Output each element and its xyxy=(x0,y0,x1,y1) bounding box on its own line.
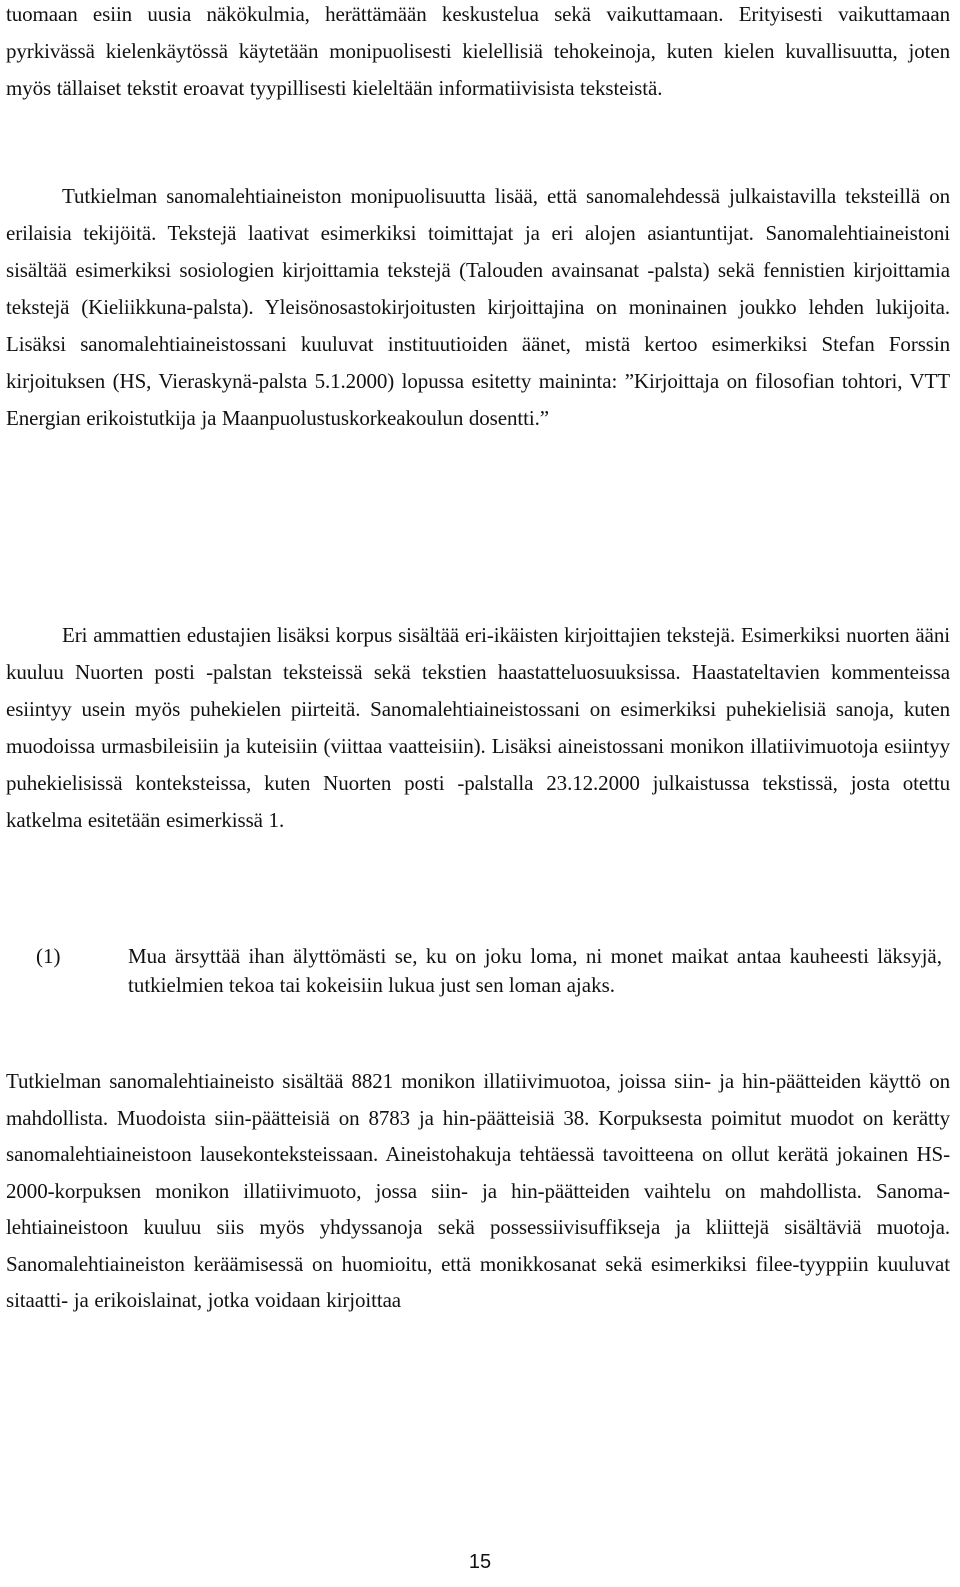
page-number: 15 xyxy=(468,1551,492,1573)
example-sentence xyxy=(6,942,950,1000)
example-text: Mua ärsyttää ihan älyttömästi se, ku on joku loma, ni monet maikat antaa kauheesti läksyjä, tutkielmien tekoa tai kokeisiin lukua just sen loman ajaks. xyxy=(128,944,942,997)
body-paragraph-3: Eri ammattien edustajien lisäksi korpus sisältää eri-ikäisten kirjoittajien tekstejä. Esimerkiksi nuorten ääni kuuluu Nuorten posti -palstan teksteissä sekä tekstien haastatteluosuuksissa. Haastateltavien kommenteissa esiintyy usein myös puhekielen piirteitä. Sanomalehtiaineistossani on esimerkiksi puhekielisiä sanoja, kuten muodoissa urmasbileisiin ja kuteisiin (viittaa vaatteisiin). Lisäksi aineistossani monikon illatiivimuotoja esiintyy puhekielisissä konteksteissa, kuten Nuorten posti -palstalla 23.12.2000 julkaistussa tekstissä, josta otettu katkelma esitetään esimerkissä 1. xyxy=(6,623,950,832)
body-paragraph-4: Tutkielman sanomalehtiaineisto sisältää 8821 monikon illatiivimuotoa, joissa siin- ja hin-päätteiden käyttö on mahdollista. Muodoista siin-päätteisiä on 8783 ja hin-päätteisiä 38. Korpuksesta poimitut muodot on kerätty sanomalehtiaineistoon lausekonteksteissaan. Aineistohakuja tehtäessä tavoitteena on ollut kerätä jokainen HS-2000-korpuksen monikon illatiivimuoto, jossa siin- ja hin-päätteiden vaihtelu on mahdollista. Sanomalehtiaineistoon kuuluu siis myös yhdyssanoja sekä possessiivisuffikseja ja kliittejä sisältäviä muotoja. Sanomalehtiaineiston keräämisessä on huomioitu, että monikkosanat sekä esimerkiksi filee-tyyppiin kuuluvat sitaatti- ja erikoislainat, jotka voidaan kirjoittaa xyxy=(6,1069,950,1312)
body-paragraph-1: tuomaan esiin uusia näkökulmia, herättämään keskustelua sekä vaikuttamaan. Erityisesti vaikuttamaan pyrkivässä kielenkäytössä käytetään monipuolisesti kielellisiä tehokeinoja, kuten kielen kuvallisuutta, joten myös tällaiset tekstit eroavat tyypillisesti kieleltään informatiivisista teksteistä. xyxy=(6,2,950,100)
example-number: (1) xyxy=(36,944,61,968)
body-paragraph-2: Tutkielman sanomalehtiaineiston monipuolisuutta lisää, että sanomalehdessä julkaistavilla teksteillä on erilaisia tekijöitä. Tekstejä laativat esimerkiksi toimittajat ja eri alojen asiantuntijat. Sanomalehtiaineistoni sisältää esimerkiksi sosiologien kirjoittamia tekstejä (Talouden avainsanat -palsta) sekä fennistien kirjoittamia tekstejä (Kieliikkuna-palsta). Yleisönosastokirjoitusten kirjoittajina on moninainen joukko lehden lukijoita. Lisäksi sanomalehtiaineistossani kuuluvat instituutioiden äänet, mistä kertoo esimerkiksi Stefan Forssin kirjoituksen (HS, Vieraskynä-palsta 5.1.2000) lopussa esitetty maininta: ”Kirjoittaja on filosofian tohtori, VTT Energian erikoistutkija ja Maanpuolustuskorkeakoulun dosentti.” xyxy=(6,184,950,430)
